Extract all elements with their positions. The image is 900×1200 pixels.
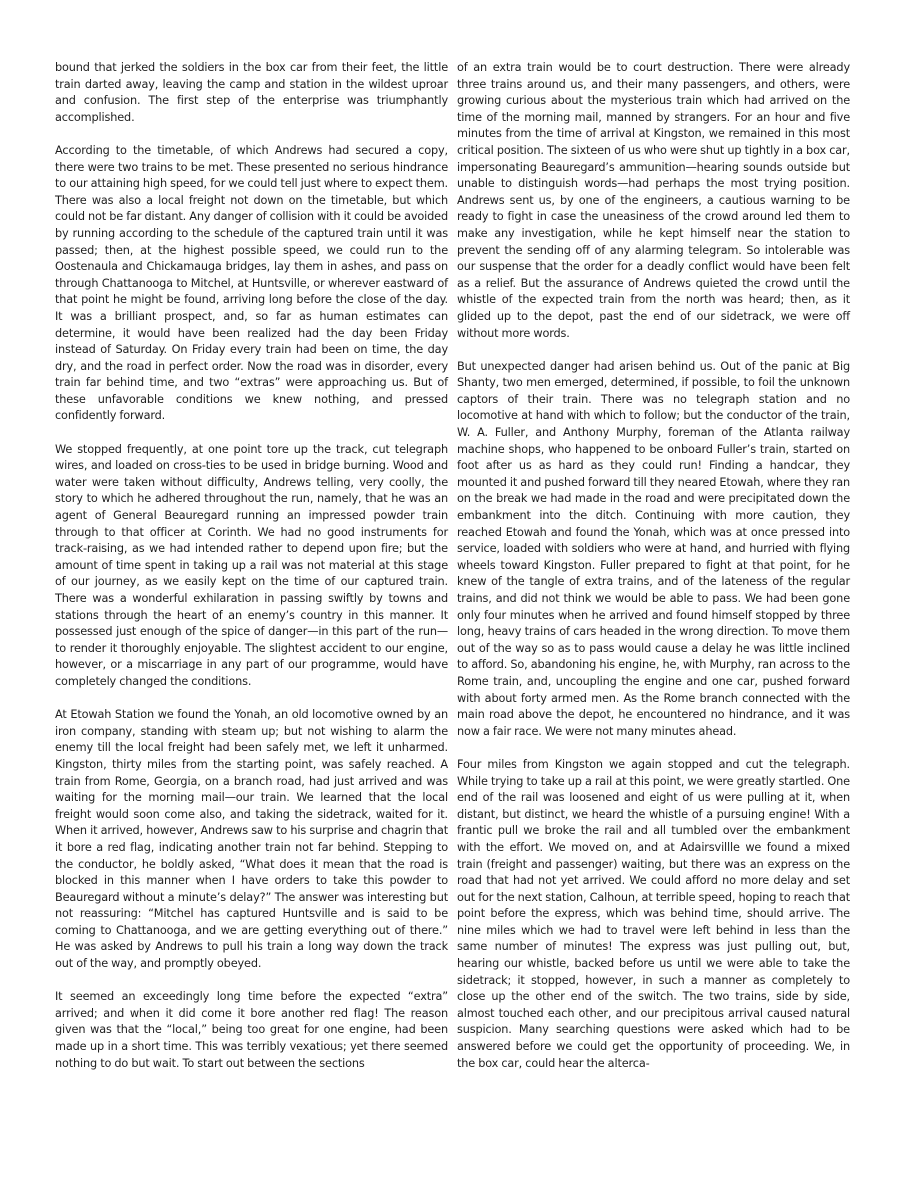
paragraph: At Etowah Station we found the Yonah, an old locomotive owned by an iron company, standing with steam up; but not wishing to alarm the enemy till the local freight had been safely met, we left it unharmed. Kingston, thirty miles from the starting point, was safely reached. A train from Rome, Georgia, on a branch road, had just arrived and was waiting for the morning mail—our train. We learned that the local freight would soon come also, and taking the sidetrack, waited for it. When it arrived, however, Andrews saw to his surprise and chagrin that it bore a red flag, indicating another train not far behind. Stepping to the conductor, he boldly asked, “What does it mean that the road is blocked in this manner when I have orders to take this powder to Beauregard without a minute’s delay?” The answer was interesting but not reassuring: “Mitchel has captured Huntsville and is said to be coming to Chattanooga, and we are getting everything out of there.” He was asked by Andrews to pull his train a long way down the track out of the way, and promptly obeyed. (55, 708, 448, 971)
paragraph: It seemed an exceedingly long time before the expected “extra” arrived; and when it did come it bore another red flag! The reason given was that the “local,” being too great for one engine, had been made up in a short time. This was terribly vexatious; yet there seemed nothing to do but wait. To start out between the sections (55, 990, 448, 1070)
paragraph: We stopped frequently, at one point tore up the track, cut telegraph wires, and loaded on cross-ties to be used in bridge burning. Wood and water were taken without difficulty, Andrews telling, very coolly, the story to which he adhered throughout the run, namely, that he was an agent of General Beauregard running an impressed powder train through to that officer at Corinth. We had no good instruments for track-raising, as we had intended rather to depend upon fire; but the amount of time spent in taking up a rail was not material at this stage of our journey, as we easily kept on the time of our captured train. There was a wonderful exhilaration in passing swiftly by towns and stations through the heart of an enemy’s country in this manner. It possessed just enough of the spice of danger—in this part of the run—to render it thoroughly enjoyable. The slightest accident to our engine, however, or a miscarriage in any part of our programme, would have completely changed the conditions. (55, 442, 448, 688)
paragraph: Four miles from Kingston we again stopped and cut the telegraph. While trying to take up a rail at this point, we were greatly startled. One end of the rail was loosened and eight of us were pulling at it, when distant, but distinct, we heard the whistle of a pursuing engine! With a frantic pull we broke the rail and all tumbled over the embankment with the effort. We moved on, and at Adairsvillle we found a mixed train (freight and passenger) waiting, but there was an express on the road that had not yet arrived. We could afford no more delay and set out for the next station, Calhoun, at terrible speed, hoping to reach that point before the express, which was behind time, should arrive. The nine miles which we had to travel were left behind in less than the same number of minutes! The express was just pulling out, but, hearing our whistle, backed before us until we were able to take the sidetrack; it stopped, however, in such a manner as completely to close up the other end of the switch. The two trains, side by side, almost touched each other, and our precipitous arrival caused natural suspicion. Many searching questions were asked which had to be answered before we could get the opportunity of proceeding. We, in the box car, could hear the alterca- (457, 757, 850, 1070)
paragraph: But unexpected danger had arisen behind us. Out of the panic at Big Shanty, two men emerged, determined, if possible, to foil the unknown captors of their train. There was no telegraph station and no locomotive at hand with which to follow; but the conductor of the train, W. A. Fuller, and Anthony Murphy, foreman of the Atlanta railway machine shops, who happened to be onboard Fuller’s train, started on foot after us as hard as they could run! Finding a handcar, they mounted it and pushed forward till they neared Etowah, where they ran on the break we had made in the road and were precipitated down the embankment into the ditch. Continuing with more caution, they reached Etowah and found the Yonah, which was at once pressed into service, loaded with soldiers who were at hand, and hurried with flying wheels toward Kingston. Fuller prepared to fight at that point, for he knew of the tangle of extra trains, and of the lateness of the regular trains, and did not think we would be able to pass. We had been gone only four minutes when he arrived and found himself stopped by three long, heavy trains of cars headed in the wrong direction. To move them out of the way so as to pass would cause a delay he was little inclined to afford. So, abandoning his engine, he, with Murphy, ran across to the Rome train, and, uncoupling the engine and one car, pushed forward with about forty armed men. As the Rome branch connected with the main road above the depot, he encountered no hindrance, and it was now a fair race. We were not many minutes ahead. (457, 359, 850, 738)
paragraph: bound that jerked the soldiers in the box car from their feet, the little train darted away, leaving the camp and station in the wildest uproar and confusion. The first step of the enterprise was triumphantly accomplished. (55, 61, 448, 124)
paragraph: of an extra train would be to court destruction. There were already three trains around us, and their many passengers, and others, were growing curious about the mysterious train which had arrived on the time of the morning mail, manned by strangers. For an hour and five minutes from the time of arrival at Kingston, we remained in this most critical position. The sixteen of us who were shut up tightly in a box car, impersonating Beauregard’s ammunition—hearing sounds outside but unable to distinguish words—had perhaps the most trying position. Andrews sent us, by one of the engineers, a cautious warning to be ready to fight in case the uneasiness of the crowd around led them to make any investigation, while he kept himself near the station to prevent the sending off of any alarming telegram. So intolerable was our suspense that the order for a deadly conflict would have been felt as a relief. But the assurance of Andrews quieted the crowd until the whistle of the expected train from the north was heard; then, as it glided up to the depot, past the end of our sidetrack, we were off without more words. (457, 61, 850, 340)
right-column (457, 60, 850, 1072)
left-column (55, 60, 448, 1072)
paragraph: According to the timetable, of which Andrews had secured a copy, there were two trains to be met. These presented no serious hindrance to our attaining high speed, for we could tell just where to expect them. There was also a local freight not down on the timetable, but which could not be far distant. Any danger of collision with it could be avoided by running according to the schedule of the captured train until it was passed; then, at the highest possible speed, we could run to the Oostenaula and Chickamauga bridges, lay them in ashes, and pass on through Chattanooga to Mitchel, at Huntsville, or wherever eastward of that point he might be found, arriving long before the close of the day. It was a brilliant prospect, and, so far as human estimates can determine, it would have been realized had the day been Friday instead of Saturday. On Friday every train had been on time, the day dry, and the road in perfect order. Now the road was in disorder, every train far behind time, and two “extras” were approaching us. But of these unfavorable conditions we knew nothing, and pressed confidently forward. (55, 143, 448, 423)
